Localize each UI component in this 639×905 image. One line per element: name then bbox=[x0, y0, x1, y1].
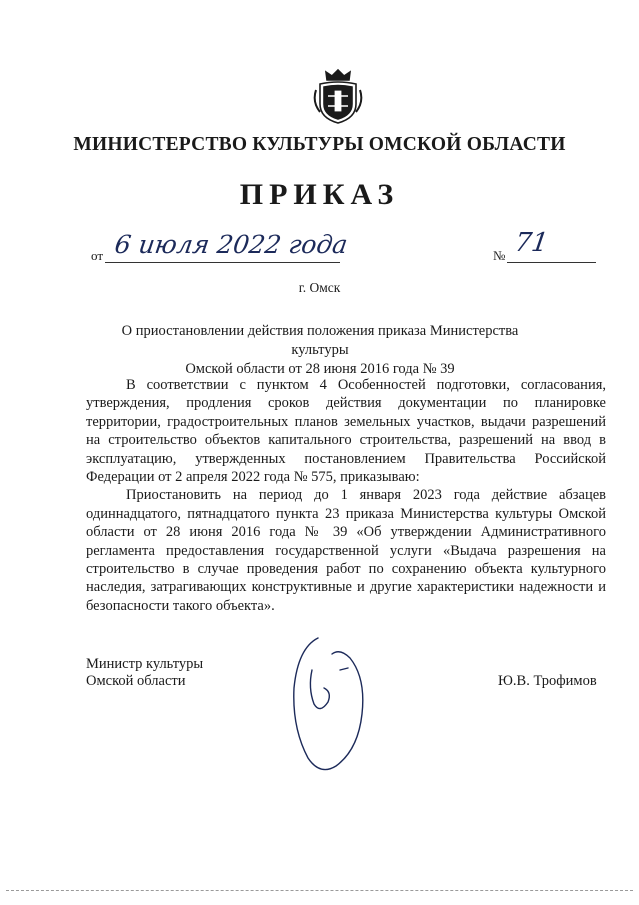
subject-line-1: О приостановлении действия положения приказа Министерства культуры bbox=[121, 323, 519, 358]
signatory-position bbox=[86, 656, 203, 690]
scan-edge-line bbox=[6, 890, 633, 891]
coat-of-arms-icon bbox=[312, 66, 364, 126]
document-type-title: ПРИКАЗ bbox=[239, 178, 400, 211]
position-line-1: Министр культуры bbox=[86, 656, 204, 672]
ministry-name: МИНИСТЕРСТВО КУЛЬТУРЫ ОМСКОЙ ОБЛАСТИ bbox=[73, 134, 566, 155]
order-body bbox=[86, 376, 606, 615]
signatory-name: Ю.В. Трофимов bbox=[498, 673, 597, 689]
body-paragraph-2: Приостановить на период до 1 января 2023 года действие абзацев одиннадцатого, пятнадцатого пункта 23 приказа Министерства культуры Омской области от 28 июня 2016 года № 39 «Об утверждении Административного регламента предоставления государственной услуги «Выдача разрешения на строительство в случае проведения работ по сохранению объекта культурного наследия, затрагивающих конструктивные и другие характеристики надежности и безопасности такого объекта». bbox=[86, 487, 606, 614]
handwritten-number: 71 bbox=[512, 228, 551, 258]
number-prefix: № bbox=[493, 248, 506, 263]
position-line-2: Омской области bbox=[86, 673, 186, 689]
date-underline bbox=[105, 262, 340, 263]
subject-line-2: Омской области от 28 июня 2016 года № 39 bbox=[185, 361, 455, 377]
body-paragraph-1: В соответствии с пунктом 4 Особенностей подготовки, согласования, утверждения, продления сроков действия документации по планировке территории, градостроительных планов земельных участков, выдачи разрешений на строительство объектов капитального строительства, разрешений на ввод в эксплуатацию, утвержденных постановлением Правительства Российской Федерации от 2 апреля 2022 года № 575, приказываю: bbox=[86, 377, 606, 486]
number-underline bbox=[507, 262, 596, 263]
handwritten-signature bbox=[284, 618, 374, 778]
order-subject bbox=[100, 322, 540, 379]
handwritten-date: 6 июля 2022 года bbox=[112, 230, 350, 259]
order-date-number-line bbox=[91, 228, 611, 266]
date-prefix: от bbox=[91, 248, 104, 263]
city-label: г. Омск bbox=[298, 280, 341, 295]
